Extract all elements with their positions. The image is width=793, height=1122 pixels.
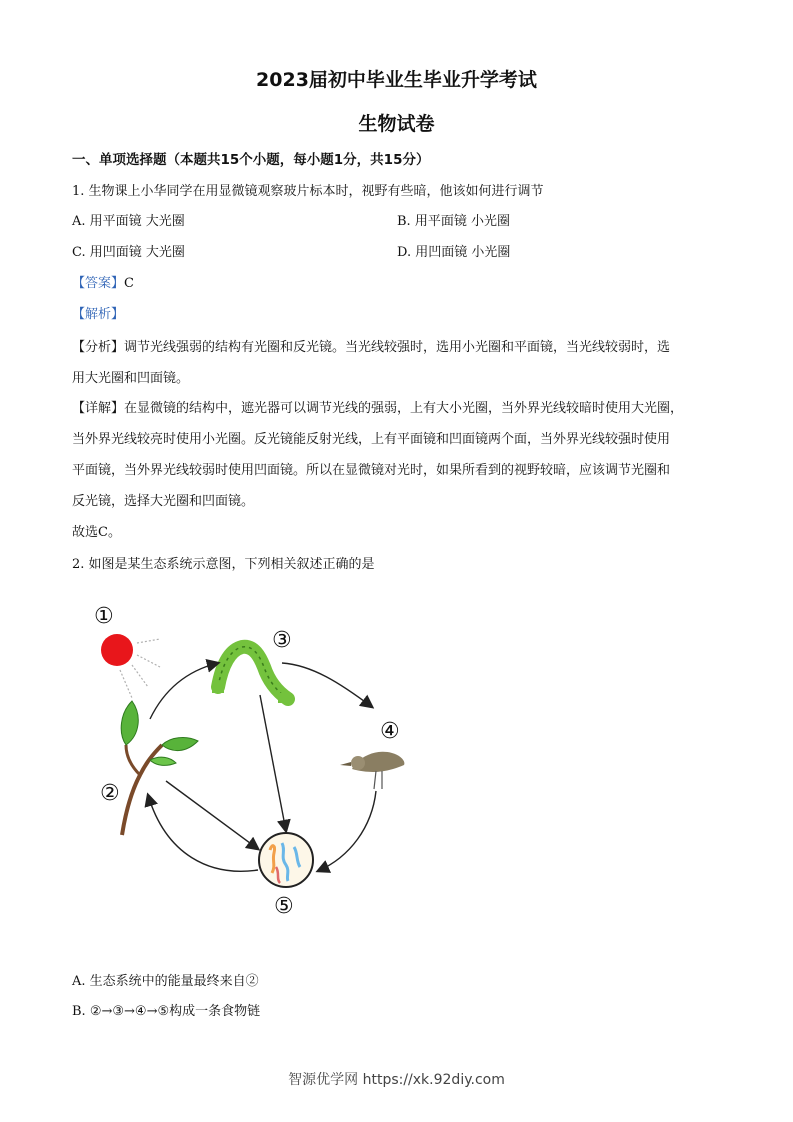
question-2-option-b: B. ②→③→④→⑤构成一条食物链: [72, 1004, 261, 1019]
decomposer-icon: [259, 833, 313, 887]
label-1: ①: [94, 604, 114, 629]
detail-text-1: 在显微镜的结构中，遮光器可以调节光线的强弱，上有大小光圈，当外界光线较暗时使用大光圈，: [124, 401, 684, 416]
exam-title: 2023届初中毕业生毕业升学考试: [256, 69, 537, 91]
detail-tag: 【详解】: [72, 401, 125, 416]
fenxi-line-1: [72, 339, 670, 357]
fenxi-text-1: 调节光线强弱的结构有光圈和反光镜。当光线较强时，选用小光圈和平面镜，当光线较弱时，选: [124, 340, 671, 355]
label-3: ③: [272, 628, 292, 653]
exam-subtitle: 生物试卷: [358, 113, 435, 135]
fenxi-tag: 【分析】: [72, 340, 125, 355]
bird-icon: [340, 752, 404, 789]
analysis-tag: 【解析】: [72, 307, 125, 322]
plant-icon: [121, 701, 198, 835]
label-2: ②: [100, 781, 120, 806]
question-2-stem: 2. 如图是某生态系统示意图，下列相关叙述正确的是: [72, 557, 375, 572]
fenxi-line-2: 用大光圈和凹面镜。: [72, 371, 190, 386]
caterpillar-icon: [212, 647, 292, 703]
label-4: ④: [380, 719, 400, 744]
detail-line-2: 当外界光线较亮时使用小光圈。反光镜能反射光线，上有平面镜和凹面镜两个面，当外界光线较强时使用: [72, 432, 671, 447]
detail-line-4: 反光镜，选择大光圈和凹面镜。: [72, 494, 255, 509]
question-1-stem: 1. 生物课上小华同学在用显微镜观察玻片标本时，视野有些暗，他该如何进行调节: [72, 184, 544, 199]
answer-line: [72, 275, 134, 293]
detail-line-1: [72, 400, 683, 418]
footer-watermark: 智源优学网 https://xk.92diy.com: [288, 1072, 505, 1088]
detail-line-3: 平面镜，当外界光线较弱时使用凹面镜。所以在显微镜对光时，如果所看到的视野较暗，应该调节光圈和: [72, 463, 671, 478]
question-1-option-a: A. 用平面镜 大光圈: [72, 214, 185, 229]
label-5: ⑤: [274, 894, 294, 919]
question-1-option-c: C. 用凹面镜 大光圈: [72, 245, 185, 260]
question-2-option-a: A. 生态系统中的能量最终来自②: [72, 974, 259, 989]
question-1-option-d: D. 用凹面镜 小光圈: [397, 245, 511, 260]
section-heading: 一、单项选择题（本题共15个小题，每小题1分，共15分）: [72, 152, 430, 168]
question-1-option-b: B. 用平面镜 小光圈: [397, 214, 510, 229]
answer-value: C: [124, 276, 134, 291]
sun-icon: [101, 634, 160, 698]
answer-tag: 【答案】: [72, 276, 125, 291]
ecosystem-diagram: [90, 595, 430, 925]
conclusion: 故选C。: [72, 525, 121, 540]
